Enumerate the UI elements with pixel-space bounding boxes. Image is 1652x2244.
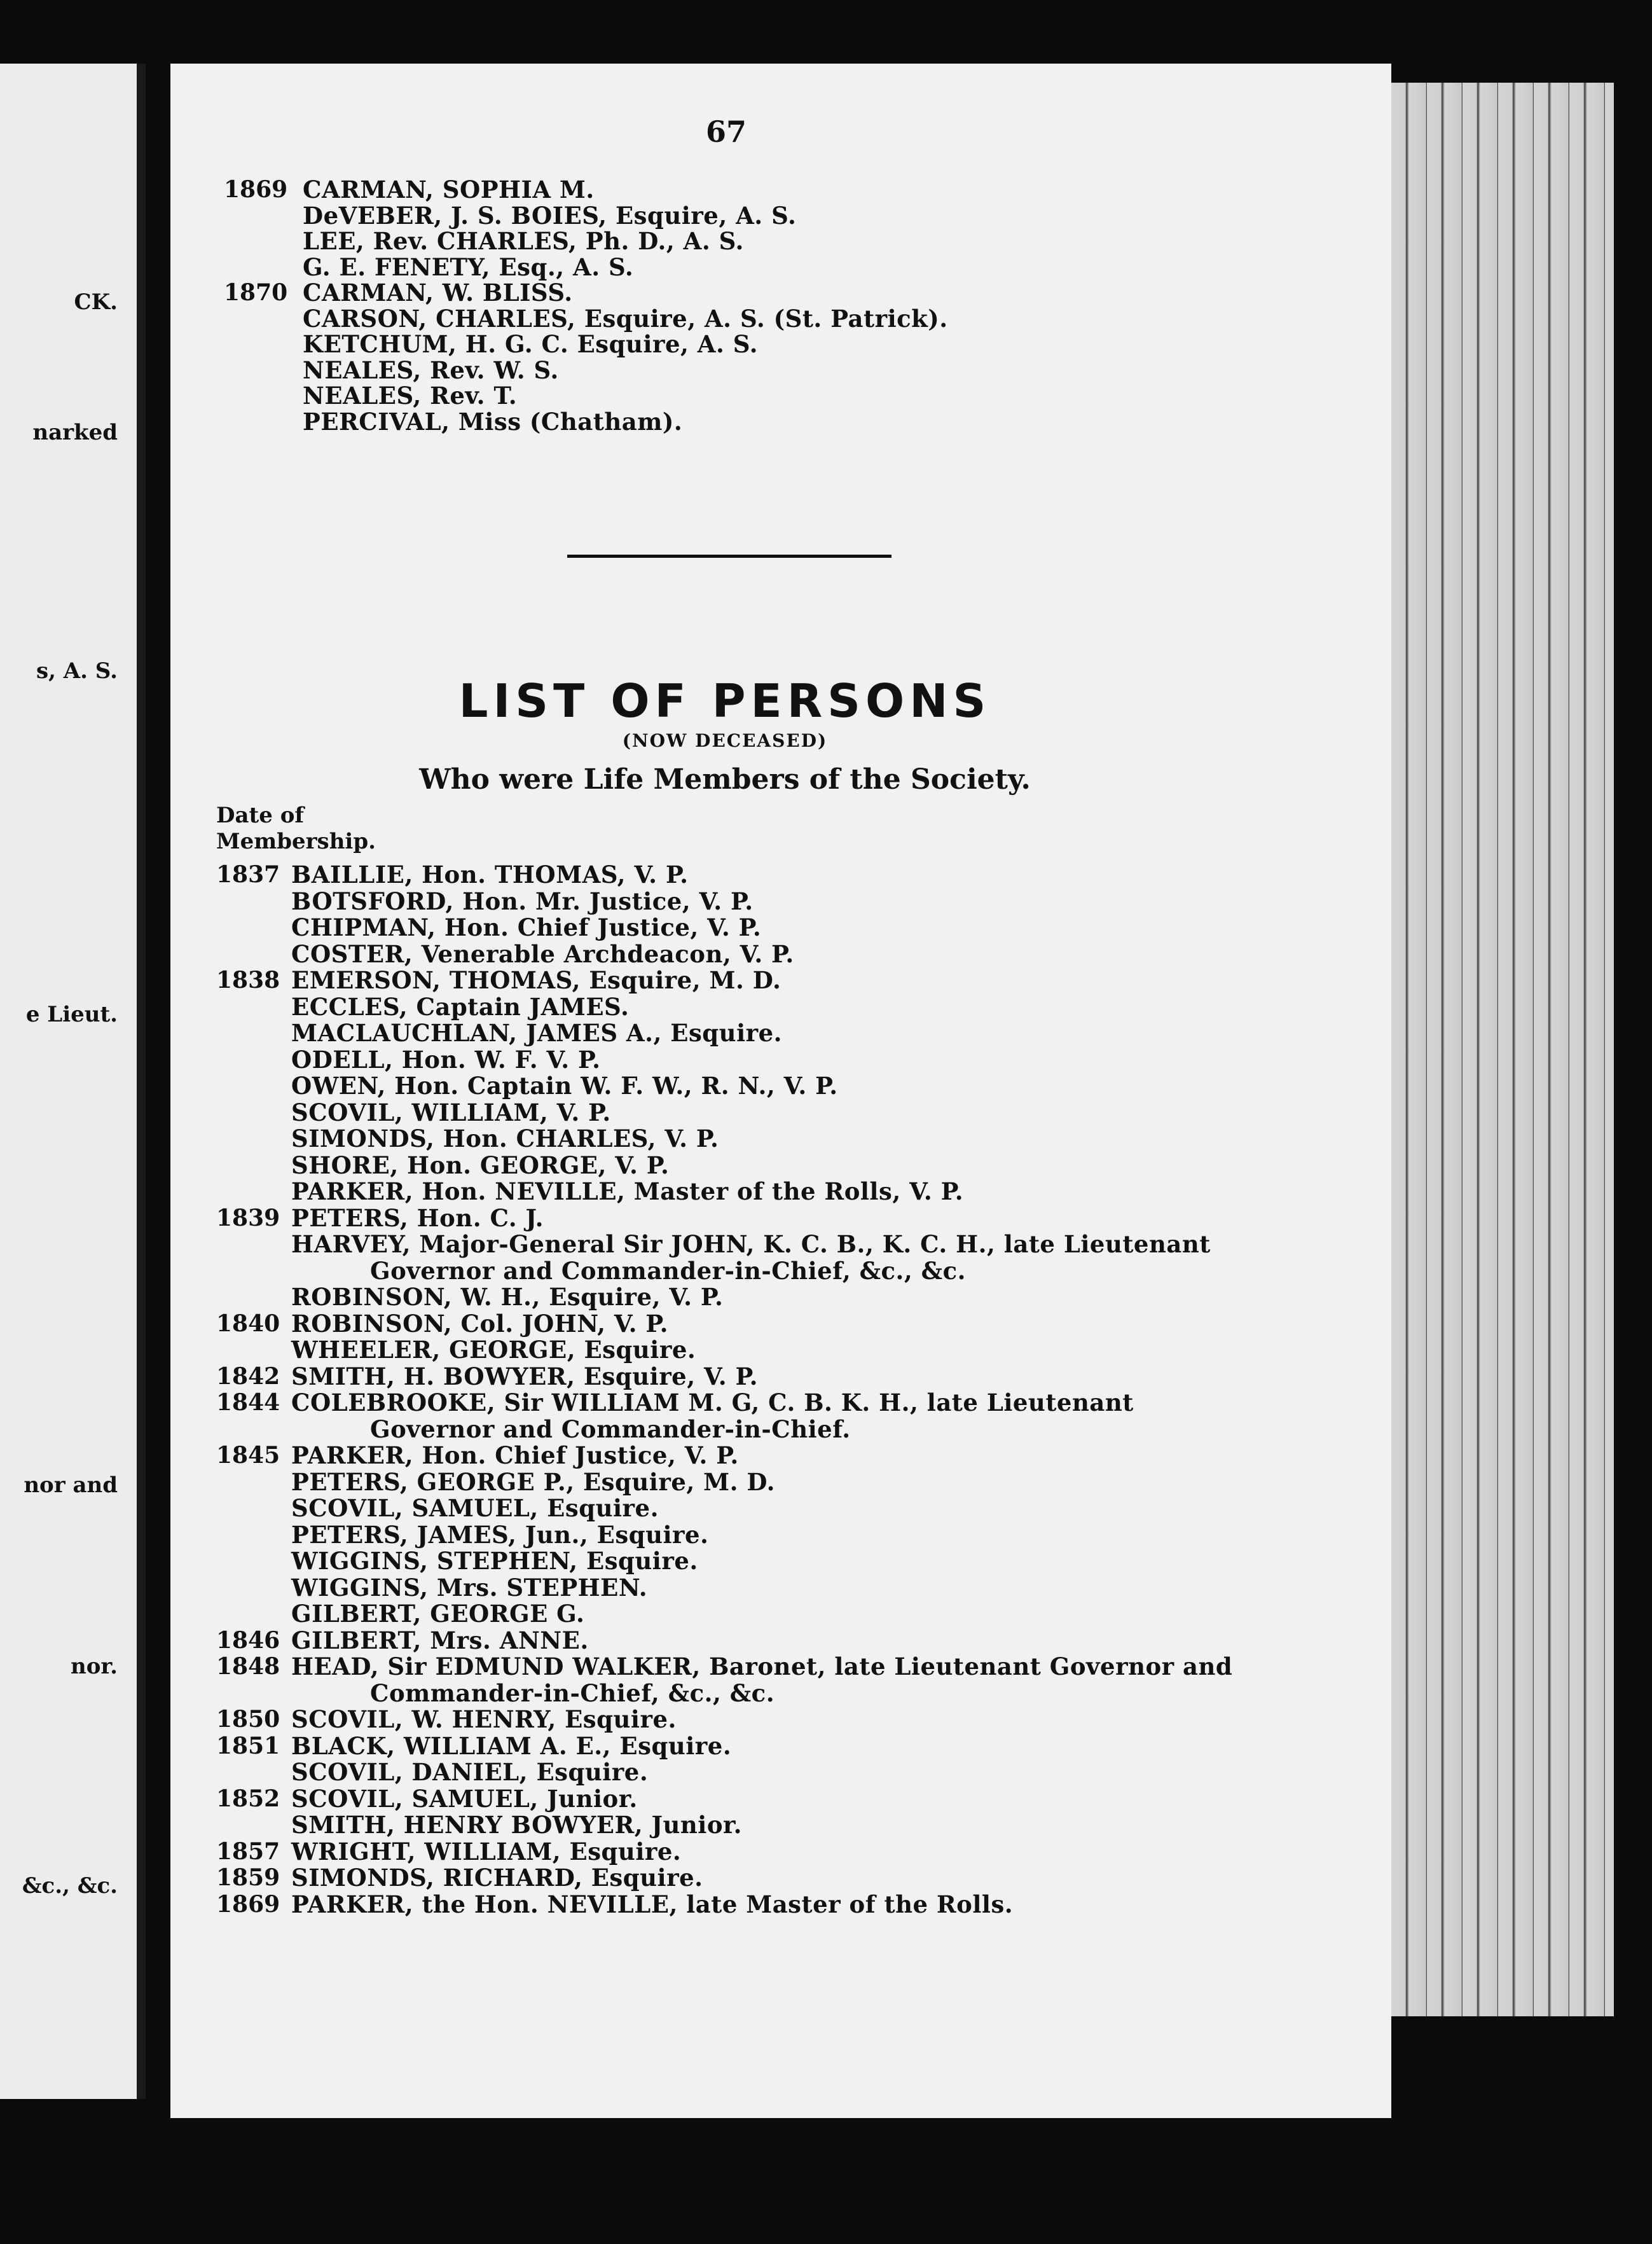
list-subtitle: Who were Life Members of the Society. xyxy=(419,763,1031,796)
member-entry: BLACK, WILLIAM A. E., Esquire. xyxy=(291,1731,732,1760)
membership-year: 1850 xyxy=(216,1706,280,1733)
member-entry: SCOVIL, SAMUEL, Junior. xyxy=(291,1784,638,1813)
member-entry: GILBERT, GEORGE G. xyxy=(291,1600,585,1628)
member-entry: Commander-in-Chief, &c., &c. xyxy=(370,1679,775,1707)
member-entry: PETERS, GEORGE P., Esquire, M. D. xyxy=(291,1467,775,1496)
member-entry: WHEELER, GEORGE, Esquire. xyxy=(291,1336,696,1364)
membership-year: 1851 xyxy=(216,1732,280,1759)
member-entry: CHIPMAN, Hon. Chief Justice, V. P. xyxy=(291,913,762,941)
member-entry: EMERSON, THOMAS, Esquire, M. D. xyxy=(291,966,781,994)
membership-year: 1837 xyxy=(216,861,280,888)
member-entry: GILBERT, Mrs. ANNE. xyxy=(291,1626,589,1654)
entry-name: NEALES, Rev. T. xyxy=(303,382,518,410)
member-entry: BAILLIE, Hon. THOMAS, V. P. xyxy=(291,861,689,889)
member-entry: SIMONDS, RICHARD, Esquire. xyxy=(291,1864,703,1892)
left-fragment: nor and xyxy=(24,1472,118,1498)
left-fragment: nor. xyxy=(70,1654,118,1679)
list-note: (NOW DECEASED) xyxy=(622,730,828,751)
membership-year: 1838 xyxy=(216,967,280,994)
page-number: 67 xyxy=(706,114,747,149)
member-entry: OWEN, Hon. Captain W. F. W., R. N., V. P. xyxy=(291,1072,838,1100)
member-entry: ODELL, Hon. W. F. V. P. xyxy=(291,1045,601,1074)
entry-name: DeVEBER, J. S. BOIES, Esquire, A. S. xyxy=(303,201,797,230)
member-entry: BOTSFORD, Hon. Mr. Justice, V. P. xyxy=(291,887,754,915)
entry-name: PERCIVAL, Miss (Chatham). xyxy=(303,407,683,436)
member-entry: PETERS, Hon. C. J. xyxy=(291,1203,544,1232)
member-entry: COSTER, Venerable Archdeacon, V. P. xyxy=(291,939,794,968)
membership-year: 1842 xyxy=(216,1362,280,1390)
left-fragment: e Lieut. xyxy=(25,1002,118,1027)
section-divider xyxy=(567,555,891,558)
member-entry: SCOVIL, DANIEL, Esquire. xyxy=(291,1758,649,1786)
member-entry: ROBINSON, Col. JOHN, V. P. xyxy=(291,1309,668,1338)
member-entry: PARKER, the Hon. NEVILLE, late Master of the Rolls. xyxy=(291,1890,1014,1918)
membership-year: 1845 xyxy=(216,1442,280,1469)
member-entry: SMITH, HENRY BOWYER, Junior. xyxy=(291,1811,743,1839)
entry-name: NEALES, Rev. W. S. xyxy=(303,356,559,384)
membership-year: 1852 xyxy=(216,1785,280,1812)
member-entry: SCOVIL, WILLIAM, V. P. xyxy=(291,1098,611,1126)
entry-name: CARMAN, SOPHIA M. xyxy=(303,176,595,204)
member-entry: WIGGINS, STEPHEN, Esquire. xyxy=(291,1547,698,1575)
membership-year: 1839 xyxy=(216,1204,280,1231)
left-fragment: narked xyxy=(32,420,118,445)
member-entry: SCOVIL, SAMUEL, Esquire. xyxy=(291,1494,659,1522)
member-entry: Governor and Commander-in-Chief, &c., &c. xyxy=(370,1256,966,1285)
member-entry: ECCLES, Captain JAMES. xyxy=(291,992,630,1021)
membership-year: 1846 xyxy=(216,1626,280,1654)
entry-name: G. E. FENETY, Esq., A. S. xyxy=(303,253,634,281)
entry-name: LEE, Rev. CHARLES, Ph. D., A. S. xyxy=(303,227,744,255)
left-fragment: s, A. S. xyxy=(36,658,118,684)
column-header-line2: Membership. xyxy=(216,829,376,854)
member-entry: SIMONDS, Hon. CHARLES, V. P. xyxy=(291,1125,719,1153)
entry-name: CARSON, CHARLES, Esquire, A. S. (St. Patrick). xyxy=(303,304,948,333)
list-title: LIST OF PERSONS xyxy=(458,674,991,728)
column-header-line1: Date of xyxy=(216,803,304,828)
member-entry: PETERS, JAMES, Jun., Esquire. xyxy=(291,1520,709,1549)
member-entry: HARVEY, Major-General Sir JOHN, K. C. B., K. C. H., late Lieutenant xyxy=(291,1230,1211,1258)
member-entry: SHORE, Hon. GEORGE, V. P. xyxy=(291,1151,670,1179)
member-entry: MACLAUCHLAN, JAMES A., Esquire. xyxy=(291,1019,783,1047)
entry-year: 1869 xyxy=(224,176,288,203)
membership-year: 1844 xyxy=(216,1389,280,1416)
member-entry: WIGGINS, Mrs. STEPHEN. xyxy=(291,1573,648,1602)
member-entry: SMITH, H. BOWYER, Esquire, V. P. xyxy=(291,1362,759,1390)
member-entry: HEAD, Sir EDMUND WALKER, Baronet, late Lieutenant Governor and xyxy=(291,1652,1233,1680)
membership-year: 1869 xyxy=(216,1890,280,1918)
left-fragment: &c., &c. xyxy=(22,1873,118,1899)
entry-year: 1870 xyxy=(224,279,288,306)
member-entry: COLEBROOKE, Sir WILLIAM M. G, C. B. K. H., late Lieutenant xyxy=(291,1389,1134,1416)
member-entry: WRIGHT, WILLIAM, Esquire. xyxy=(291,1837,682,1866)
membership-year: 1848 xyxy=(216,1653,280,1680)
member-entry: SCOVIL, W. HENRY, Esquire. xyxy=(291,1705,677,1733)
page-edges-stack xyxy=(1391,83,1614,2016)
member-entry: ROBINSON, W. H., Esquire, V. P. xyxy=(291,1283,724,1311)
entry-name: CARMAN, W. BLISS. xyxy=(303,279,573,307)
member-entry: Governor and Commander-in-Chief. xyxy=(370,1415,851,1443)
left-fragment: CK. xyxy=(74,289,118,315)
entry-name: KETCHUM, H. G. C. Esquire, A. S. xyxy=(303,330,759,358)
member-entry: PARKER, Hon. NEVILLE, Master of the Rolls, V. P. xyxy=(291,1177,964,1205)
membership-year: 1840 xyxy=(216,1310,280,1337)
previous-page-fragment xyxy=(0,64,146,2099)
member-entry: PARKER, Hon. Chief Justice, V. P. xyxy=(291,1441,739,1469)
membership-year: 1859 xyxy=(216,1864,280,1891)
membership-year: 1857 xyxy=(216,1838,280,1865)
